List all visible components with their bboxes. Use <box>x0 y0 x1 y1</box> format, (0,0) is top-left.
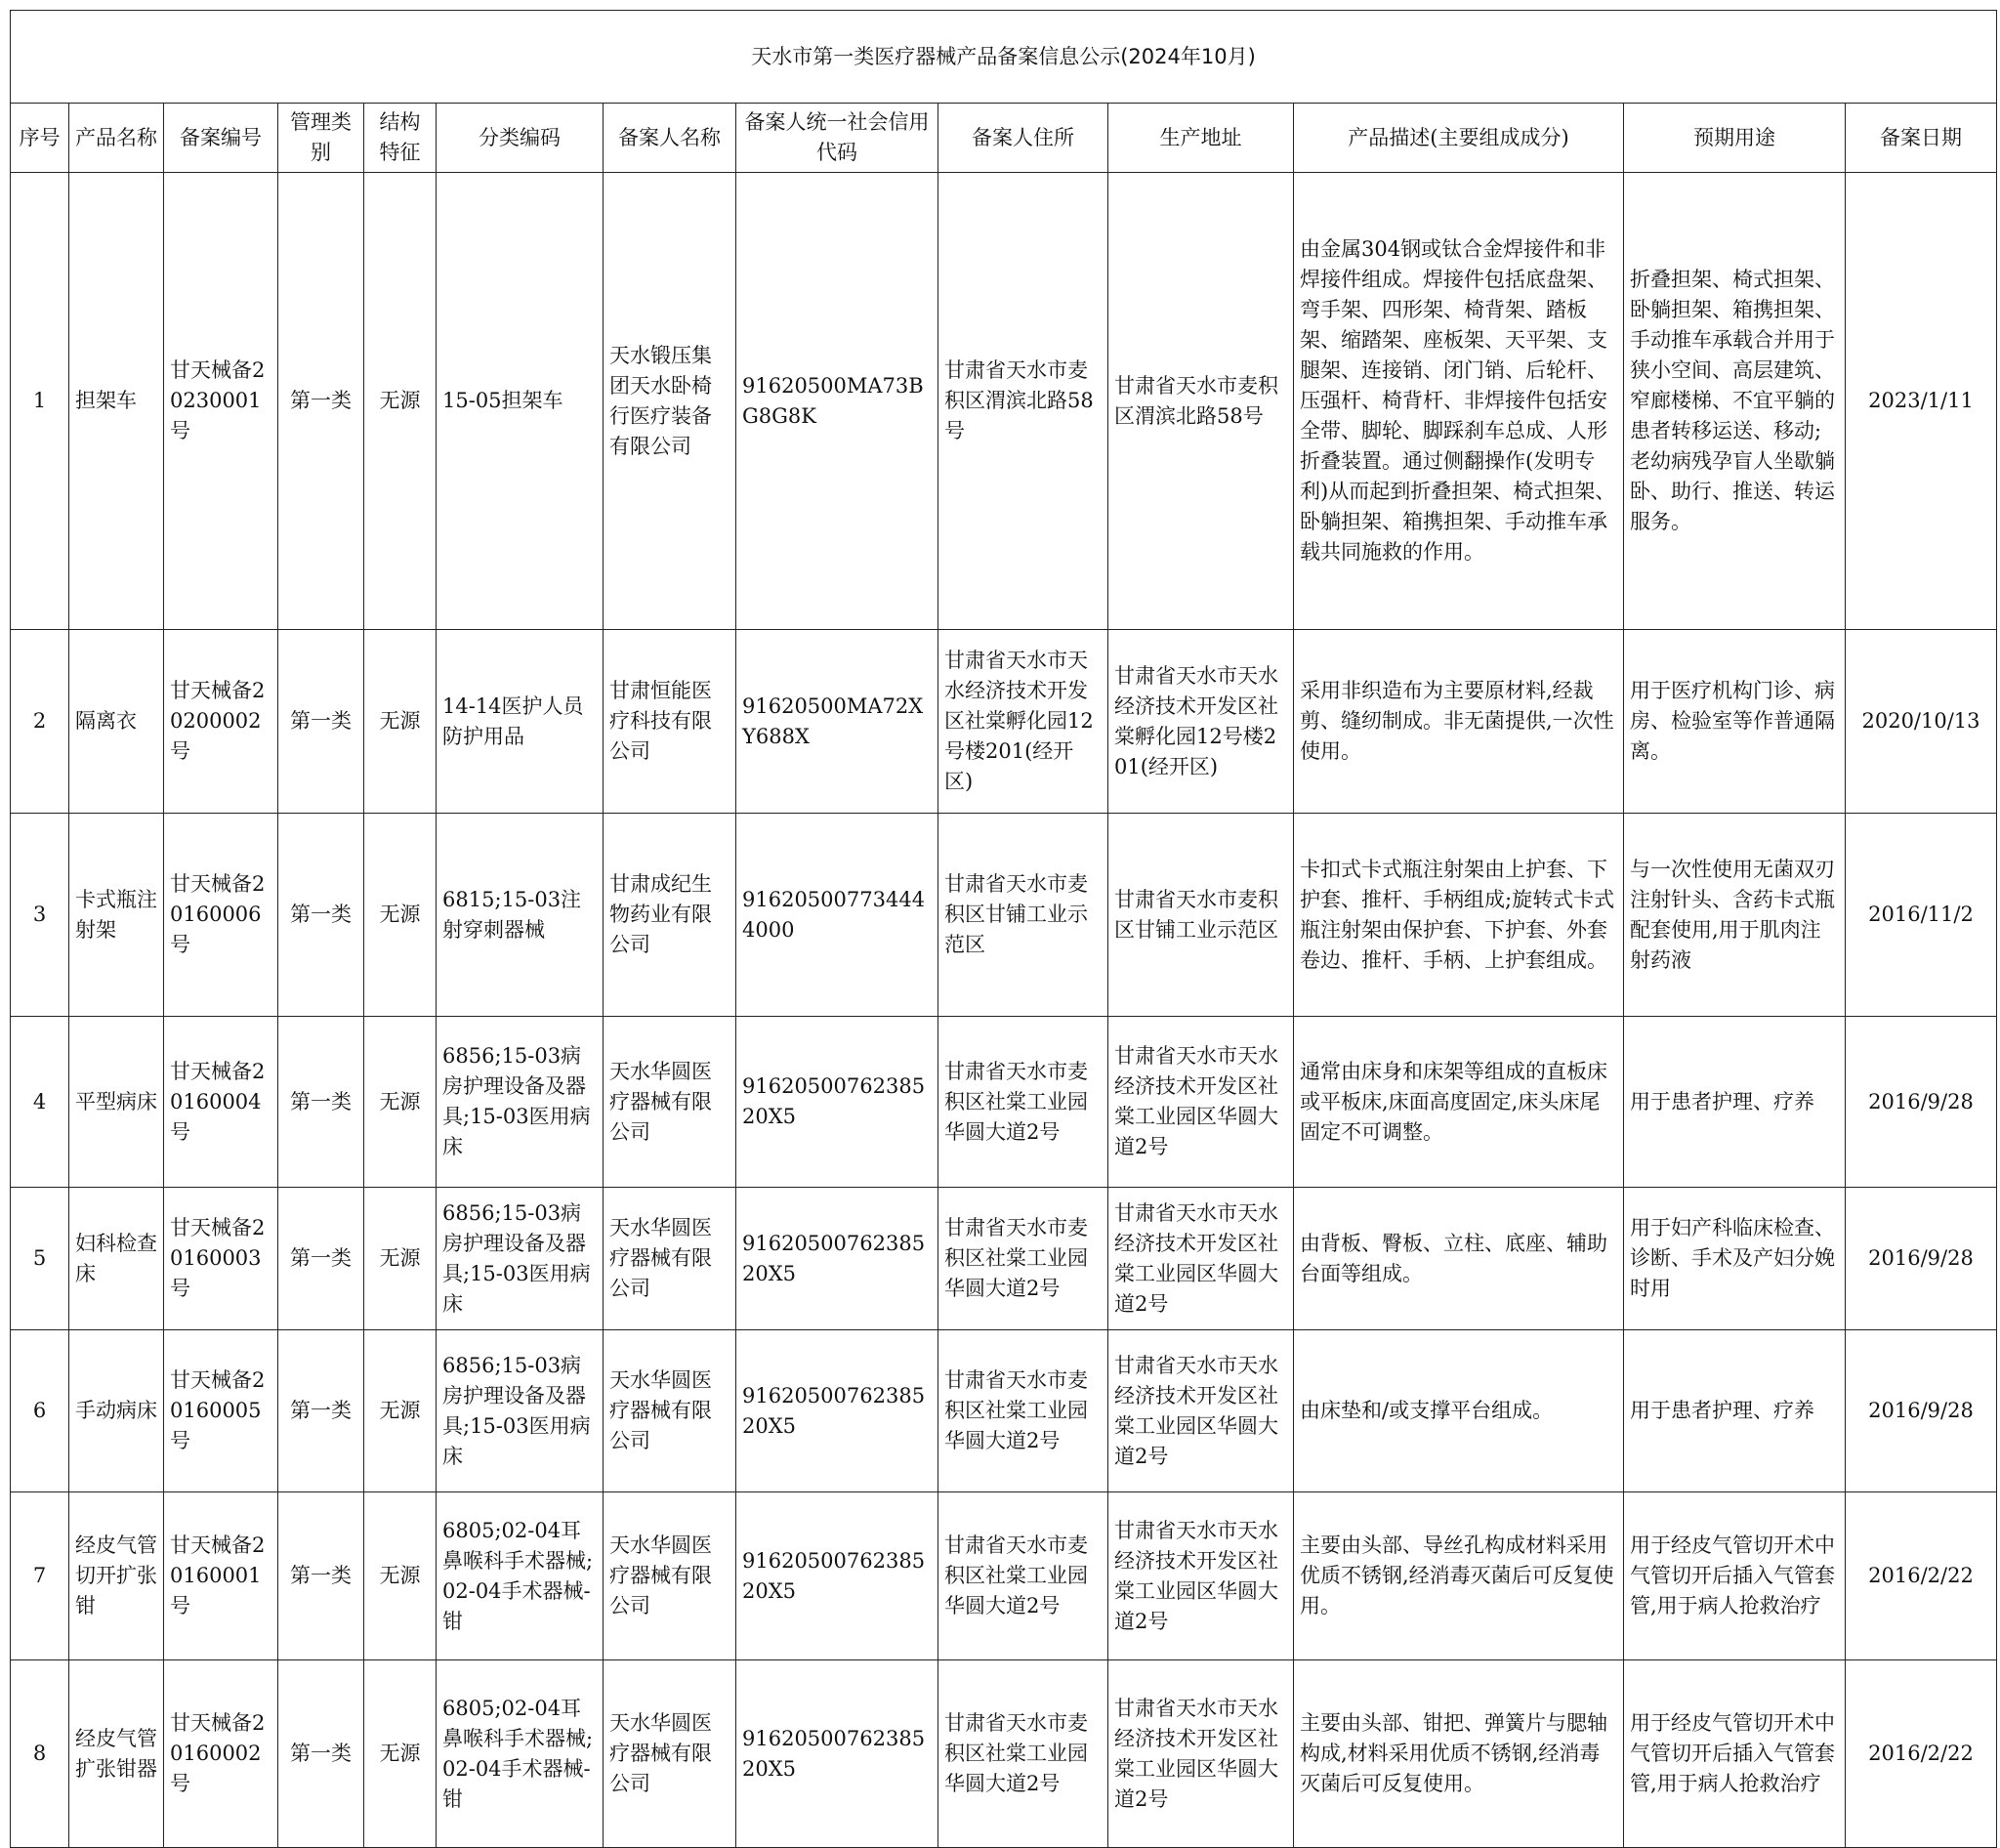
table-row <box>11 1188 1997 1330</box>
header-class-code: 分类编码 <box>437 104 604 173</box>
cell-production-address: 甘肃省天水市天水经济技术开发区社棠孵化园12号楼201(经开区) <box>1108 630 1294 814</box>
cell-date: 2020/10/13 <box>1846 630 1997 814</box>
header-date: 备案日期 <box>1846 104 1997 173</box>
cell-category: 第一类 <box>278 1330 364 1492</box>
header-structure: 结构特征 <box>364 104 437 173</box>
cell-record-no: 甘天械备20160005号 <box>164 1330 278 1492</box>
cell-structure: 无源 <box>364 173 437 630</box>
cell-usage: 用于经皮气管切开术中气管切开后插入气管套管,用于病人抢救治疗 <box>1624 1660 1846 1848</box>
table-row <box>11 814 1997 1017</box>
header-residence: 备案人住所 <box>938 104 1108 173</box>
cell-registrant: 天水锻压集团天水卧椅行医疗装备有限公司 <box>604 173 736 630</box>
cell-product-name: 经皮气管扩张钳器 <box>69 1660 164 1848</box>
cell-date: 2016/9/28 <box>1846 1188 1997 1330</box>
header-usage: 预期用途 <box>1624 104 1846 173</box>
header-seq: 序号 <box>11 104 69 173</box>
cell-credit-code: 91620500MA73BG8G8K <box>736 173 938 630</box>
cell-production-address: 甘肃省天水市麦积区渭滨北路58号 <box>1108 173 1294 630</box>
cell-registrant: 天水华圆医疗器械有限公司 <box>604 1330 736 1492</box>
cell-product-name: 隔离衣 <box>69 630 164 814</box>
cell-category: 第一类 <box>278 1017 364 1188</box>
cell-product-name: 平型病床 <box>69 1017 164 1188</box>
cell-seq: 2 <box>11 630 69 814</box>
cell-registrant: 天水华圆医疗器械有限公司 <box>604 1660 736 1848</box>
cell-date: 2016/11/2 <box>1846 814 1997 1017</box>
cell-class-code: 6856;15-03病房护理设备及器具;15-03医用病床 <box>437 1017 604 1188</box>
cell-residence: 甘肃省天水市麦积区社棠工业园华圆大道2号 <box>938 1188 1108 1330</box>
cell-residence: 甘肃省天水市麦积区社棠工业园华圆大道2号 <box>938 1660 1108 1848</box>
cell-residence: 甘肃省天水市麦积区社棠工业园华圆大道2号 <box>938 1330 1108 1492</box>
cell-residence: 甘肃省天水市麦积区社棠工业园华圆大道2号 <box>938 1017 1108 1188</box>
cell-structure: 无源 <box>364 1017 437 1188</box>
cell-registrant: 天水华圆医疗器械有限公司 <box>604 1017 736 1188</box>
cell-description: 由床垫和/或支撑平台组成。 <box>1294 1330 1624 1492</box>
cell-residence: 甘肃省天水市麦积区社棠工业园华圆大道2号 <box>938 1492 1108 1660</box>
cell-class-code: 6856;15-03病房护理设备及器具;15-03医用病床 <box>437 1330 604 1492</box>
cell-structure: 无源 <box>364 1330 437 1492</box>
cell-seq: 4 <box>11 1017 69 1188</box>
cell-usage: 用于患者护理、疗养 <box>1624 1017 1846 1188</box>
cell-description: 通常由床身和床架等组成的直板床或平板床,床面高度固定,床头床尾固定不可调整。 <box>1294 1017 1624 1188</box>
cell-category: 第一类 <box>278 1188 364 1330</box>
cell-registrant: 天水华圆医疗器械有限公司 <box>604 1188 736 1330</box>
cell-registrant: 天水华圆医疗器械有限公司 <box>604 1492 736 1660</box>
cell-production-address: 甘肃省天水市天水经济技术开发区社棠工业园区华圆大道2号 <box>1108 1017 1294 1188</box>
cell-product-name: 手动病床 <box>69 1330 164 1492</box>
table-row <box>11 1492 1997 1660</box>
cell-description: 主要由头部、钳把、弹簧片与腮轴构成,材料采用优质不锈钢,经消毒灭菌后可反复使用。 <box>1294 1660 1624 1848</box>
header-description: 产品描述(主要组成成分) <box>1294 104 1624 173</box>
cell-seq: 7 <box>11 1492 69 1660</box>
cell-seq: 6 <box>11 1330 69 1492</box>
cell-credit-code: 9162050076238520X5 <box>736 1492 938 1660</box>
cell-production-address: 甘肃省天水市麦积区甘铺工业示范区 <box>1108 814 1294 1017</box>
cell-class-code: 6805;02-04耳鼻喉科手术器械;02-04手术器械-钳 <box>437 1660 604 1848</box>
cell-date: 2016/2/22 <box>1846 1660 1997 1848</box>
filing-sheet <box>10 10 1996 1828</box>
cell-structure: 无源 <box>364 1660 437 1848</box>
cell-usage: 与一次性使用无菌双刃注射针头、含药卡式瓶配套使用,用于肌肉注射药液 <box>1624 814 1846 1017</box>
cell-product-name: 妇科检查床 <box>69 1188 164 1330</box>
header-product-name: 产品名称 <box>69 104 164 173</box>
header-registrant: 备案人名称 <box>604 104 736 173</box>
cell-record-no: 甘天械备20200002号 <box>164 630 278 814</box>
cell-date: 2016/9/28 <box>1846 1330 1997 1492</box>
table-row <box>11 630 1997 814</box>
cell-seq: 5 <box>11 1188 69 1330</box>
filing-table <box>10 10 1997 1848</box>
table-row <box>11 1330 1997 1492</box>
header-row <box>11 104 1997 173</box>
cell-structure: 无源 <box>364 814 437 1017</box>
cell-class-code: 15-05担架车 <box>437 173 604 630</box>
cell-class-code: 6856;15-03病房护理设备及器具;15-03医用病床 <box>437 1188 604 1330</box>
cell-usage: 用于妇产科临床检查、诊断、手术及产妇分娩时用 <box>1624 1188 1846 1330</box>
cell-class-code: 6805;02-04耳鼻喉科手术器械;02-04手术器械-钳 <box>437 1492 604 1660</box>
cell-category: 第一类 <box>278 630 364 814</box>
table-row <box>11 1660 1997 1848</box>
cell-usage: 用于医疗机构门诊、病房、检验室等作普通隔离。 <box>1624 630 1846 814</box>
cell-production-address: 甘肃省天水市天水经济技术开发区社棠工业园区华圆大道2号 <box>1108 1188 1294 1330</box>
cell-residence: 甘肃省天水市天水经济技术开发区社棠孵化园12号楼201(经开区) <box>938 630 1108 814</box>
cell-category: 第一类 <box>278 814 364 1017</box>
cell-record-no: 甘天械备20230001号 <box>164 173 278 630</box>
cell-category: 第一类 <box>278 1492 364 1660</box>
cell-usage: 用于经皮气管切开术中气管切开后插入气管套管,用于病人抢救治疗 <box>1624 1492 1846 1660</box>
cell-record-no: 甘天械备20160002号 <box>164 1660 278 1848</box>
cell-product-name: 卡式瓶注射架 <box>69 814 164 1017</box>
cell-product-name: 担架车 <box>69 173 164 630</box>
header-credit-code: 备案人统一社会信用代码 <box>736 104 938 173</box>
cell-seq: 1 <box>11 173 69 630</box>
cell-credit-code: 916205007734444000 <box>736 814 938 1017</box>
cell-credit-code: 9162050076238520X5 <box>736 1660 938 1848</box>
cell-date: 2016/9/28 <box>1846 1017 1997 1188</box>
cell-class-code: 14-14医护人员防护用品 <box>437 630 604 814</box>
cell-structure: 无源 <box>364 1492 437 1660</box>
cell-credit-code: 9162050076238520X5 <box>736 1188 938 1330</box>
cell-description: 采用非织造布为主要原材料,经裁剪、缝纫制成。非无菌提供,一次性使用。 <box>1294 630 1624 814</box>
header-production-address: 生产地址 <box>1108 104 1294 173</box>
cell-credit-code: 9162050076238520X5 <box>736 1330 938 1492</box>
header-category: 管理类别 <box>278 104 364 173</box>
cell-record-no: 甘天械备20160004号 <box>164 1017 278 1188</box>
title-row <box>11 11 1997 104</box>
page-title: 天水市第一类医疗器械产品备案信息公示(2024年10月) <box>11 11 1997 104</box>
cell-residence: 甘肃省天水市麦积区甘铺工业示范区 <box>938 814 1108 1017</box>
cell-production-address: 甘肃省天水市天水经济技术开发区社棠工业园区华圆大道2号 <box>1108 1330 1294 1492</box>
cell-registrant: 甘肃成纪生物药业有限公司 <box>604 814 736 1017</box>
cell-production-address: 甘肃省天水市天水经济技术开发区社棠工业园区华圆大道2号 <box>1108 1660 1294 1848</box>
cell-residence: 甘肃省天水市麦积区渭滨北路58号 <box>938 173 1108 630</box>
cell-category: 第一类 <box>278 173 364 630</box>
cell-record-no: 甘天械备20160003号 <box>164 1188 278 1330</box>
table-row <box>11 173 1997 630</box>
cell-usage: 用于患者护理、疗养 <box>1624 1330 1846 1492</box>
table-row <box>11 1017 1997 1188</box>
cell-record-no: 甘天械备20160001号 <box>164 1492 278 1660</box>
cell-usage: 折叠担架、椅式担架、卧躺担架、箱携担架、手动推车承载合并用于狭小空间、高层建筑、窄廊楼梯、不宜平躺的患者转移运送、移动;老幼病残孕盲人坐歇躺卧、助行、推送、转运服务。 <box>1624 173 1846 630</box>
cell-record-no: 甘天械备20160006号 <box>164 814 278 1017</box>
cell-production-address: 甘肃省天水市天水经济技术开发区社棠工业园区华圆大道2号 <box>1108 1492 1294 1660</box>
cell-class-code: 6815;15-03注射穿刺器械 <box>437 814 604 1017</box>
cell-description: 卡扣式卡式瓶注射架由上护套、下护套、推杆、手柄组成;旋转式卡式瓶注射架由保护套、下护套、外套卷边、推杆、手柄、上护套组成。 <box>1294 814 1624 1017</box>
cell-date: 2016/2/22 <box>1846 1492 1997 1660</box>
cell-product-name: 经皮气管切开扩张钳 <box>69 1492 164 1660</box>
cell-date: 2023/1/11 <box>1846 173 1997 630</box>
cell-registrant: 甘肃恒能医疗科技有限公司 <box>604 630 736 814</box>
cell-description: 主要由头部、导丝孔构成材料采用优质不锈钢,经消毒灭菌后可反复使用。 <box>1294 1492 1624 1660</box>
cell-description: 由背板、臀板、立柱、底座、辅助台面等组成。 <box>1294 1188 1624 1330</box>
cell-structure: 无源 <box>364 630 437 814</box>
cell-seq: 8 <box>11 1660 69 1848</box>
cell-credit-code: 9162050076238520X5 <box>736 1017 938 1188</box>
cell-description: 由金属304钢或钛合金焊接件和非焊接件组成。焊接件包括底盘架、弯手架、四形架、椅背架、踏板架、缩踏架、座板架、天平架、支腿架、连接销、闭门销、后轮杆、压强杆、椅背杆、非焊接件包括安全带、脚轮、脚踩刹车总成、人形折叠装置。通过侧翻操作(发明专利)从而起到折叠担架、椅式担架、卧躺担架、箱携担架、手动推车承载共同施救的作用。 <box>1294 173 1624 630</box>
header-record-no: 备案编号 <box>164 104 278 173</box>
cell-credit-code: 91620500MA72XY688X <box>736 630 938 814</box>
cell-structure: 无源 <box>364 1188 437 1330</box>
cell-seq: 3 <box>11 814 69 1017</box>
cell-category: 第一类 <box>278 1660 364 1848</box>
